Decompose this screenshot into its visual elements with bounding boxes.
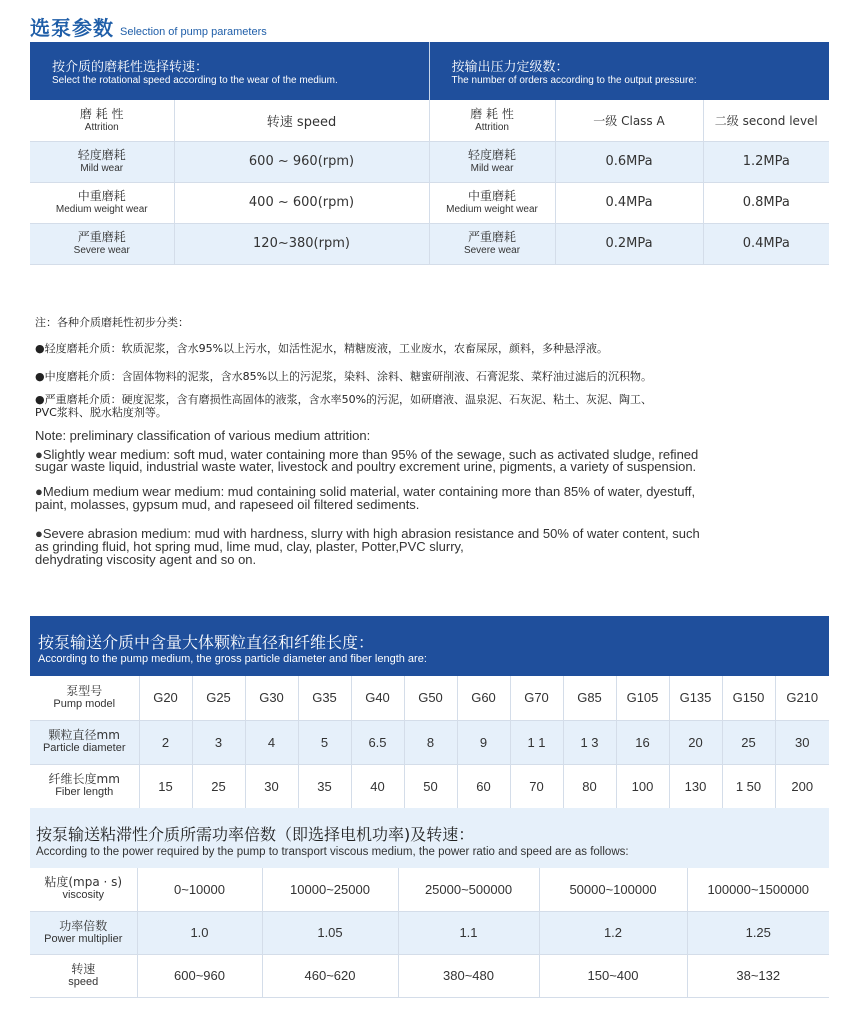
table-row: 功率倍数 Power multiplier 1.0 1.05 1.1 1.2 1.25 (30, 911, 829, 954)
table-row: 纤维长度mm Fiber length 15 25 30 35 40 50 60 70 80 100 130 1 50 200 (30, 764, 829, 808)
note-cn-3a: ●严重磨耗介质：硬度泥浆，含有磨损性高固体的液浆，含水率50%的污泥，如研磨液、温泉泥、石灰泥、粘土、灰泥、陶工、 (35, 393, 653, 406)
particle-fiber-table (30, 676, 829, 809)
note-en-title: Note: preliminary classification of various medium attrition: (35, 428, 371, 443)
col-attrition-2: 磨 耗 性 Attrition (429, 100, 555, 141)
note-en-2b: paint, molasses, gypsum mud, and rapeseed oil filtered sediments. (35, 497, 420, 512)
note-en-3a: ●Severe abrasion medium: mud with hardness, slurry with high abrasion resistance and 50% of water content, such (35, 526, 700, 541)
note-cn-2: ●中度磨耗介质：含固体物料的泥浆，含水85%以上的污泥浆，染料、涂料、糖蜜研削液、石膏泥浆、菜籽油过滤后的沉积物。 (35, 370, 653, 383)
pump-selection-table (30, 42, 829, 265)
note-en-3c: dehydrating viscosity agent and so on. (35, 552, 257, 567)
note-cn-title: 注：各种介质磨耗性初步分类： (35, 316, 189, 329)
page-title-cn: 选泵参数 (30, 16, 114, 40)
table-row: 粘度(mpa · s) viscosity 0~10000 10000~25000 25000~500000 50000~100000 100000~1500000 (30, 868, 829, 911)
pressure-header: 按输出压力定级数： The number of orders according to the output pressure: (429, 42, 829, 100)
table-row: 严重磨耗 Severe wear 120~380(rpm) 严重磨耗 Severe wear 0.2MPa 0.4MPa (30, 223, 829, 264)
table-row: 泵型号 Pump model G20 G25 G30 G35 G40 G50 G60 G70 G85 G105 G135 G150 G210 (30, 676, 829, 720)
page-title (30, 12, 267, 38)
table-row: 中重磨耗 Medium weight wear 400 ~ 600(rpm) 中重磨耗 Medium weight wear 0.4MPa 0.8MPa (30, 182, 829, 223)
page-title-en: Selection of pump parameters (120, 26, 267, 38)
col-attrition: 磨 耗 性 Attrition (30, 100, 174, 141)
note-en-1b: sugar waste liquid, industrial waste water, livestock and poultry excrement urine, pigments, a variety of suspension. (35, 459, 697, 474)
note-cn-1: ●轻度磨耗介质：软质泥浆，含水95%以上污水，如活性泥水，精糖废液，工业废水，农畜屎尿，颜料，多种悬浮液。 (35, 342, 609, 355)
col-speed: 转速 speed (174, 100, 429, 141)
speed-header: 按介质的磨耗性选择转速： Select the rotational speed according to the wear of the medium. (30, 42, 429, 100)
table-row: 转速 speed 600~960 460~620 380~480 150~400 38~132 (30, 954, 829, 997)
col-second-level: 二级 second level (703, 100, 829, 141)
table-row: 轻度磨耗 Mild wear 600 ~ 960(rpm) 轻度磨耗 Mild wear 0.6MPa 1.2MPa (30, 141, 829, 182)
note-en-1a: ●Slightly wear medium: soft mud, water containing more than 95% of the sewage, such as activated sludge, refined (35, 447, 699, 462)
viscous-section-header: 按泵输送粘滞性介质所需功率倍数（即选择电机功率)及转速： According to the power required by the pump to transport viscous medium, the power ratio and speed are as follows: (30, 808, 829, 868)
note-en-2a: ●Medium medium wear medium: mud containing solid material, water containing more than 85% of water, dyestuff, (35, 484, 696, 499)
viscosity-power-table (30, 868, 829, 998)
note-cn-3b: PVC浆料、脱水粘度剂等。 (35, 406, 167, 419)
table-row: 颗粒直径mm Particle diameter 2 3 4 5 6.5 8 9 1 1 1 3 16 20 25 30 (30, 720, 829, 764)
note-en-3b: as grinding fluid, hot spring mud, lime mud, clay, plaster, Potter,PVC slurry, (35, 539, 464, 554)
col-class-a: 一级 Class A (555, 100, 703, 141)
particle-section-header: 按泵输送介质中含量大体颗粒直径和纤维长度： According to the pump medium, the gross particle diameter and fiber length are: (30, 616, 829, 676)
